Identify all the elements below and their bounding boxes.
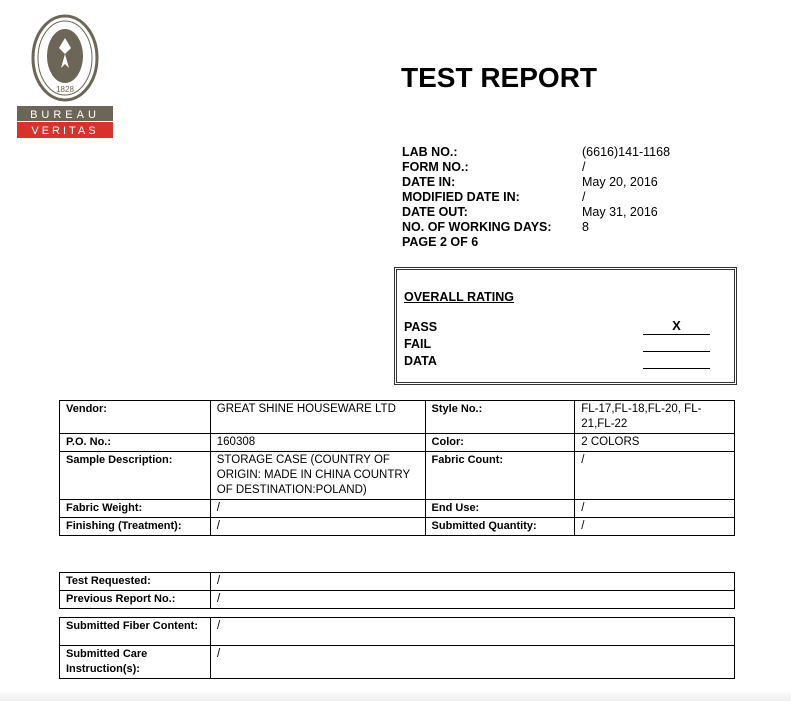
field-value: FL-17,FL-18,FL-20, FL-21,FL-22: [575, 401, 735, 434]
info-value: (6616)141-1168: [582, 145, 671, 159]
table-row: [60, 401, 735, 434]
info-label: NO. OF WORKING DAYS:: [402, 220, 552, 234]
rating-pass-mark: X: [643, 318, 710, 335]
bureau-veritas-logo: [15, 12, 115, 140]
info-value: /: [582, 160, 586, 174]
info-row: [402, 145, 670, 160]
table-row: [60, 646, 735, 679]
info-label: DATE OUT:: [402, 205, 468, 219]
field-label: Sample Description:: [60, 452, 211, 500]
field-label: Submitted Care Instruction(s):: [60, 646, 211, 679]
field-value: 2 COLORS: [575, 434, 735, 452]
info-label: MODIFIED DATE IN:: [402, 190, 520, 204]
fiber-care-table: [59, 617, 735, 679]
field-value: /: [575, 518, 735, 536]
field-label: Fabric Weight:: [60, 500, 211, 518]
test-request-table: [59, 572, 735, 609]
report-info: [402, 145, 670, 250]
field-value: /: [210, 500, 425, 518]
info-value: May 31, 2016: [582, 205, 658, 219]
rating-heading: OVERALL RATING: [404, 290, 514, 304]
info-value: /: [582, 190, 586, 204]
table-row: [60, 618, 735, 646]
page-title: TEST REPORT: [401, 62, 598, 93]
field-label: Submitted Fiber Content:: [60, 618, 211, 646]
info-label: DATE IN:: [402, 175, 456, 189]
details-table: [59, 400, 735, 536]
field-value: /: [210, 518, 425, 536]
field-label: Submitted Quantity:: [425, 518, 575, 536]
svg-text:VERITAS: VERITAS: [31, 125, 99, 137]
rating-fail-mark: [643, 335, 710, 352]
info-row: [402, 220, 670, 235]
info-row: [402, 205, 670, 220]
info-value: 8: [582, 220, 589, 234]
rating-fail-label: FAIL: [404, 337, 432, 351]
field-value: 160308: [210, 434, 425, 452]
field-value: /: [575, 452, 735, 500]
field-value: /: [575, 500, 735, 518]
info-row: [402, 190, 670, 205]
table-row: [60, 591, 735, 609]
svg-text:BUREAU: BUREAU: [30, 109, 100, 121]
field-label: Test Requested:: [60, 573, 211, 591]
field-label: P.O. No.:: [60, 434, 211, 452]
rating-data-label: DATA: [404, 354, 437, 368]
info-label: PAGE 2 OF 6: [402, 235, 479, 249]
info-label: LAB NO.:: [402, 145, 458, 159]
field-label: Fabric Count:: [425, 452, 575, 500]
table-row: [60, 500, 735, 518]
page-edge: [0, 690, 791, 701]
rating-pass-label: PASS: [404, 320, 438, 334]
table-row: [60, 518, 735, 536]
svg-text:1828: 1828: [56, 85, 74, 94]
table-row: [60, 452, 735, 500]
field-value: GREAT SHINE HOUSEWARE LTD: [210, 401, 425, 434]
field-label: Style No.:: [425, 401, 575, 434]
field-value: /: [211, 646, 735, 679]
info-row: [402, 175, 670, 190]
overall-rating-box: [394, 267, 737, 385]
field-label: End Use:: [425, 500, 575, 518]
info-value: May 20, 2016: [582, 175, 658, 189]
info-label: FORM NO.:: [402, 160, 469, 174]
field-label: Finishing (Treatment):: [60, 518, 211, 536]
rating-data-mark: [643, 352, 710, 369]
field-value: /: [211, 618, 735, 646]
field-label: Vendor:: [60, 401, 211, 434]
field-value: /: [211, 573, 735, 591]
field-label: Color:: [425, 434, 575, 452]
info-row: [402, 160, 670, 175]
field-value: STORAGE CASE (COUNTRY OF ORIGIN: MADE IN CHINA COUNTRY OF DESTINATION:POLAND): [210, 452, 425, 500]
table-row: [60, 434, 735, 452]
table-row: [60, 573, 735, 591]
field-value: /: [211, 591, 735, 609]
field-label: Previous Report No.:: [60, 591, 211, 609]
info-row: [402, 235, 670, 250]
